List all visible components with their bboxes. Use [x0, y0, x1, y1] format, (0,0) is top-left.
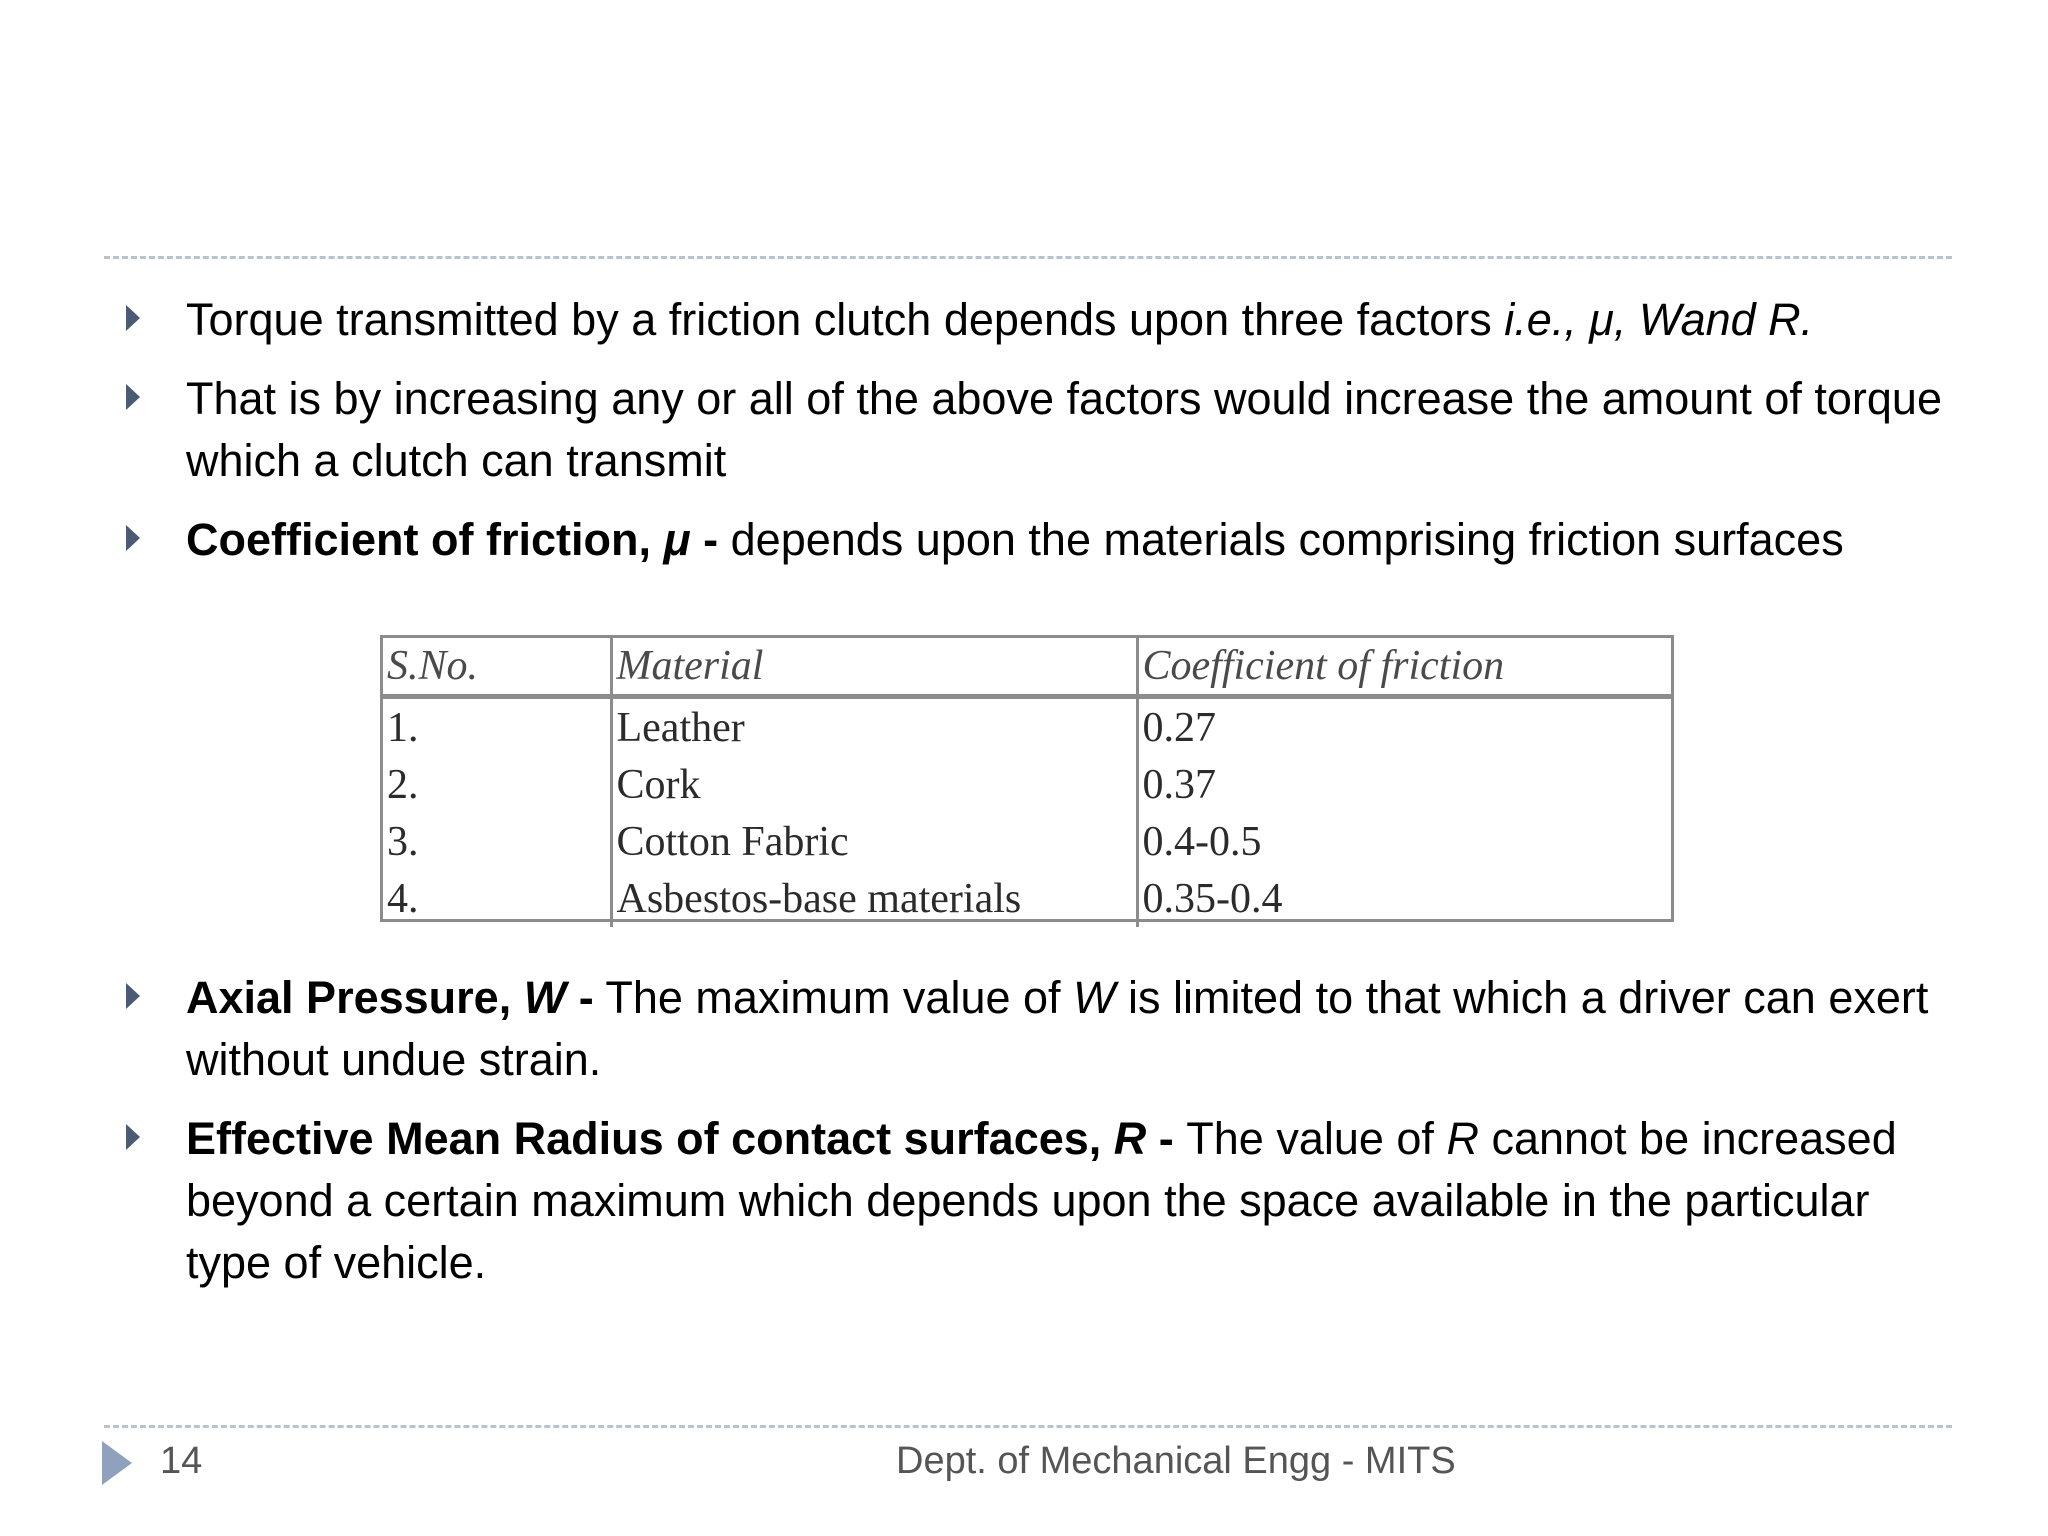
bullet-triangle-icon: [126, 983, 140, 1009]
bullet-triangle-icon: [126, 525, 140, 551]
bullet-text: Torque transmitted by a friction clutch depends upon three factors: [186, 294, 1505, 345]
bullet-triangle-icon: [126, 1124, 140, 1150]
cell-coefficient: 0.37: [1137, 756, 1671, 813]
cell-sno: 4.: [387, 875, 419, 922]
bullet-bold-text: -: [1146, 1113, 1187, 1164]
bullet-bold-text: Axial Pressure,: [186, 972, 524, 1023]
bullet-italic-text: i.e., μ, Wand R.: [1504, 294, 1814, 345]
table-header-row: [383, 638, 1671, 697]
cell-sno: 1.: [387, 704, 419, 751]
bullet-italic-text: W: [1073, 972, 1116, 1023]
cell-material: Cotton Fabric: [611, 813, 1137, 870]
bullet-torque-factors: [186, 289, 1966, 351]
bottom-divider: [104, 1425, 1952, 1428]
bullet-bold-italic-text: W: [523, 972, 567, 1023]
cell-coefficient: 0.27: [1137, 697, 1671, 757]
top-divider: [104, 256, 1952, 259]
bullet-bold-text: -: [566, 972, 594, 1023]
bullet-text: is limited to that which a driver can exert without undue strain.: [186, 972, 1929, 1085]
table: [383, 638, 1671, 927]
page-number: 14: [160, 1440, 203, 1482]
cell-material: Cork: [611, 756, 1137, 813]
friction-coefficient-table: [380, 635, 1674, 922]
bullet-text: The value of: [1186, 1113, 1447, 1164]
table-row: [383, 756, 1671, 813]
cell-material: Leather: [611, 697, 1137, 757]
bullet-text: The maximum value of: [593, 972, 1074, 1023]
table-row: [383, 870, 1671, 927]
bullet-italic-text: R: [1446, 1113, 1479, 1164]
bullet-bold-italic-text: μ: [663, 514, 691, 565]
header-material: Material: [611, 638, 1137, 697]
cell-sno: 3.: [387, 818, 419, 865]
bullet-increasing-factors: [186, 368, 1966, 492]
bullet-triangle-icon: [126, 384, 140, 410]
footer-department: Dept. of Mechanical Engg - MITS: [896, 1440, 1456, 1482]
bullet-bold-text: Coefficient of friction,: [186, 514, 664, 565]
bullet-text: cannot be increased beyond a certain maximum which depends upon the space available in the particular type of vehicle.: [186, 1113, 1897, 1288]
header-coefficient: Coefficient of friction: [1137, 638, 1671, 697]
bullet-text: That is by increasing any or all of the above factors would increase the amount of torque which a clutch can transmit: [186, 373, 1942, 486]
bullet-bold-text: Effective Mean Radius of contact surfaces,: [186, 1113, 1114, 1164]
table-row: [383, 697, 1671, 757]
footer-triangle-icon: [102, 1441, 132, 1485]
bullet-bold-italic-text: R: [1113, 1113, 1147, 1164]
cell-sno: 2.: [387, 761, 419, 808]
table-row: [383, 813, 1671, 870]
bullet-text: depends upon the materials comprising friction surfaces: [718, 514, 1844, 565]
bullet-mean-radius: [186, 1108, 1966, 1294]
bullet-coefficient-friction: [186, 509, 1966, 571]
cell-coefficient: 0.35-0.4: [1137, 870, 1671, 927]
bullet-triangle-icon: [126, 305, 140, 331]
bullet-axial-pressure: [186, 967, 1966, 1091]
header-sno: S.No.: [383, 638, 611, 697]
bullet-bold-text: -: [690, 514, 719, 565]
cell-coefficient: 0.4-0.5: [1137, 813, 1671, 870]
cell-material: Asbestos-base materials: [611, 870, 1137, 927]
